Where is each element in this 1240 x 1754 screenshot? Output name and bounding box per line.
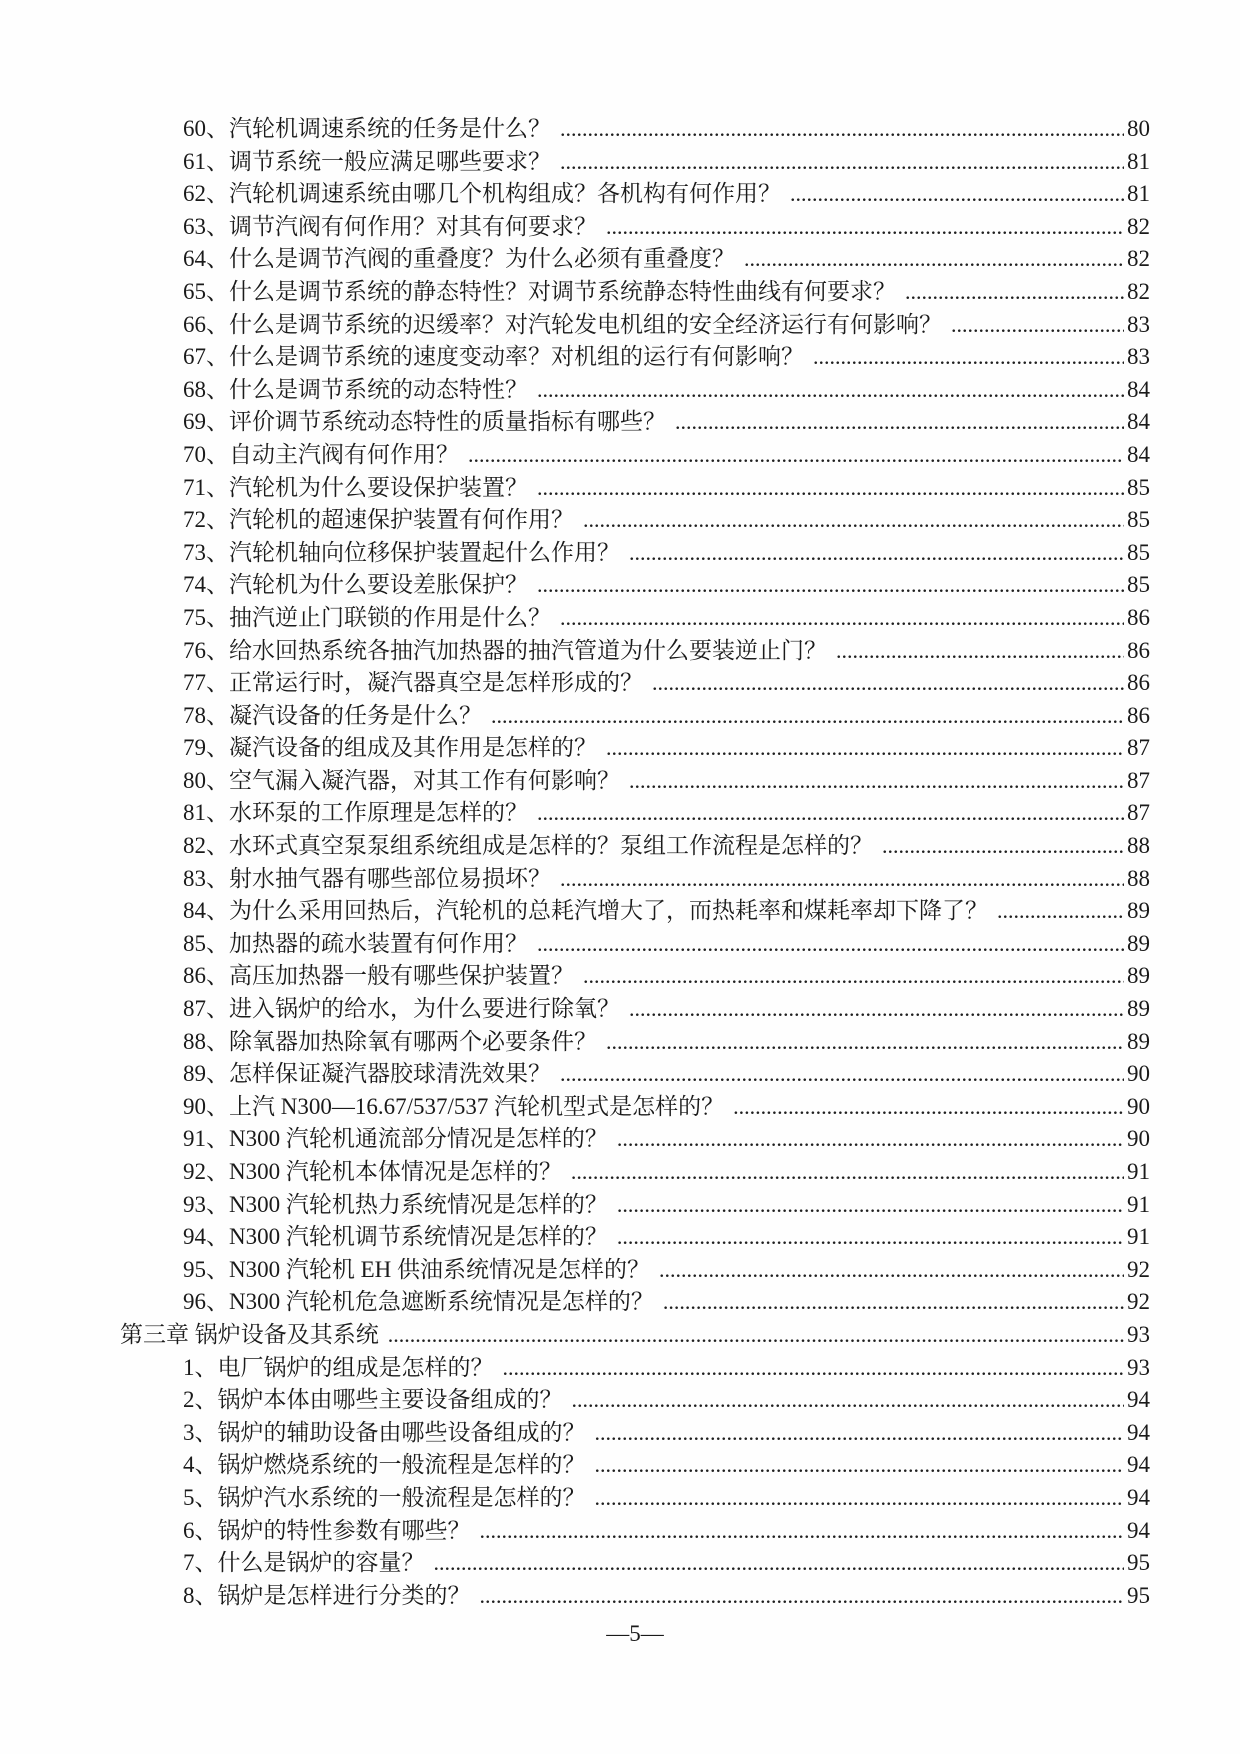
dot-leader xyxy=(503,1352,1125,1385)
toc-entry-page: 81 xyxy=(1127,181,1150,207)
toc-entry xyxy=(120,178,1150,211)
toc-entry xyxy=(120,472,1150,505)
toc-entry-page: 85 xyxy=(1127,572,1150,598)
toc-entry-label: 78、凝汽设备的任务是什么？ xyxy=(183,702,482,728)
toc-entry-label: 66、什么是调节系统的迟缓率？对汽轮发电机组的安全经济运行有何影响？ xyxy=(183,311,942,337)
dot-leader xyxy=(537,797,1124,830)
toc-entry-page: 89 xyxy=(1127,930,1150,956)
page-number-footer: —5— xyxy=(606,1621,664,1646)
dot-leader xyxy=(744,243,1124,276)
toc-entry-label: 5、锅炉汽水系统的一般流程是怎样的？ xyxy=(183,1484,586,1510)
toc-entry-page: 95 xyxy=(1127,1582,1150,1608)
dot-leader xyxy=(997,895,1124,928)
dot-leader xyxy=(652,667,1124,700)
toc-entry-page: 85 xyxy=(1127,507,1150,533)
dot-leader xyxy=(560,146,1124,179)
toc-entry-label: 82、水环式真空泵泵组系统组成是怎样的？泵组工作流程是怎样的？ xyxy=(183,833,873,859)
toc-entry-page: 82 xyxy=(1127,213,1150,239)
toc-entry-label: 4、锅炉燃烧系统的一般流程是怎样的？ xyxy=(183,1452,586,1478)
toc-entry xyxy=(120,341,1150,374)
toc-entry-label: 94、N300 汽轮机调节系统情况是怎样的？ xyxy=(183,1224,608,1250)
toc-entry-label: 2、锅炉本体由哪些主要设备组成的？ xyxy=(183,1387,563,1413)
toc-entry-page: 94 xyxy=(1127,1452,1150,1478)
toc-entry xyxy=(120,765,1150,798)
toc-entry-page: 86 xyxy=(1127,702,1150,728)
toc-entry xyxy=(120,276,1150,309)
toc-entry-label: 8、锅炉是怎样进行分类的？ xyxy=(183,1582,471,1608)
toc-entry xyxy=(120,960,1150,993)
toc-entry xyxy=(120,863,1150,896)
dot-leader xyxy=(663,1286,1124,1319)
toc-entry xyxy=(120,602,1150,635)
toc-entry xyxy=(120,1091,1150,1124)
dot-leader xyxy=(629,993,1124,1026)
toc-entry-label: 63、调节汽阀有何作用？对其有何要求？ xyxy=(183,213,597,239)
toc-entry-page: 87 xyxy=(1127,767,1150,793)
toc-entry-page: 88 xyxy=(1127,833,1150,859)
toc-entry-page: 85 xyxy=(1127,539,1150,565)
toc-entry-page: 94 xyxy=(1127,1387,1150,1413)
toc-entry xyxy=(120,635,1150,668)
dot-leader xyxy=(595,1449,1125,1482)
toc-entry xyxy=(120,1058,1150,1091)
toc-entry xyxy=(120,439,1150,472)
toc-entry-label: 88、除氧器加热除氧有哪两个必要条件？ xyxy=(183,1028,597,1054)
toc-entry xyxy=(120,1417,1150,1450)
dot-leader xyxy=(583,960,1124,993)
toc-entry-label: 80、空气漏入凝汽器，对其工作有何影响？ xyxy=(183,767,620,793)
toc-entry-page: 91 xyxy=(1127,1224,1150,1250)
toc-entry-page: 92 xyxy=(1127,1289,1150,1315)
toc-entry xyxy=(120,1580,1150,1613)
toc-entry xyxy=(120,146,1150,179)
toc-entry-page: 94 xyxy=(1127,1484,1150,1510)
toc-entry xyxy=(120,309,1150,342)
toc-entry-label: 83、射水抽气器有哪些部位易损坏？ xyxy=(183,865,551,891)
toc-entry xyxy=(120,113,1150,146)
dot-leader xyxy=(480,1515,1125,1548)
dot-leader xyxy=(951,309,1124,342)
dot-leader xyxy=(606,1026,1124,1059)
toc-entry-label: 70、自动主汽阀有何作用？ xyxy=(183,441,459,467)
toc-entry-label: 85、加热器的疏水装置有何作用？ xyxy=(183,930,528,956)
dot-leader xyxy=(537,928,1124,961)
toc-entry xyxy=(120,243,1150,276)
toc-entry xyxy=(120,1547,1150,1580)
toc-entry-page: 80 xyxy=(1127,116,1150,141)
toc-entry xyxy=(120,1221,1150,1254)
toc-entry-page: 89 xyxy=(1127,996,1150,1022)
dot-leader xyxy=(434,1547,1125,1580)
toc-entry-label: 3、锅炉的辅助设备由哪些设备组成的？ xyxy=(183,1419,586,1445)
dot-leader xyxy=(606,732,1124,765)
toc-entry-page: 84 xyxy=(1127,409,1150,435)
dot-leader xyxy=(617,1221,1124,1254)
dot-leader xyxy=(629,537,1124,570)
toc-entry-page: 89 xyxy=(1127,1028,1150,1054)
toc-entry xyxy=(120,1449,1150,1482)
dot-leader xyxy=(882,830,1124,863)
toc-entry xyxy=(120,374,1150,407)
toc-entry xyxy=(120,732,1150,765)
toc-entry xyxy=(120,1189,1150,1222)
toc-entry xyxy=(120,1286,1150,1319)
dot-leader xyxy=(595,1417,1125,1450)
toc-entry-label: 84、为什么采用回热后，汽轮机的总耗汽增大了，而热耗率和煤耗率却下降了？ xyxy=(183,898,988,924)
toc-entry-label: 93、N300 汽轮机热力系统情况是怎样的？ xyxy=(183,1191,608,1217)
toc-entry-page: 90 xyxy=(1127,1093,1150,1119)
toc-entry xyxy=(120,700,1150,733)
toc-entry-page: 90 xyxy=(1127,1061,1150,1087)
dot-leader xyxy=(583,504,1124,537)
toc-entry-page: 95 xyxy=(1127,1550,1150,1576)
toc-entry-label: 75、抽汽逆止门联锁的作用是什么？ xyxy=(183,604,551,630)
toc-entry-page: 85 xyxy=(1127,474,1150,500)
toc-entry-label: 第三章 锅炉设备及其系统 xyxy=(120,1321,379,1347)
toc-entry-label: 96、N300 汽轮机危急遮断系统情况是怎样的？ xyxy=(183,1289,654,1315)
toc-entry xyxy=(120,1254,1150,1287)
toc-entry xyxy=(120,537,1150,570)
toc-entry xyxy=(120,993,1150,1026)
toc-entry xyxy=(120,797,1150,830)
toc-entry-page: 89 xyxy=(1127,963,1150,989)
toc-entry-page: 87 xyxy=(1127,800,1150,826)
dot-leader xyxy=(560,602,1124,635)
toc-entry-label: 62、汽轮机调速系统由哪几个机构组成？各机构有何作用？ xyxy=(183,181,781,207)
toc-entry xyxy=(120,1123,1150,1156)
toc-entry-label: 7、什么是锅炉的容量？ xyxy=(183,1550,425,1576)
toc-entry-page: 82 xyxy=(1127,278,1150,304)
toc-entry xyxy=(120,406,1150,439)
toc-entry-label: 67、什么是调节系统的速度变动率？对机组的运行有何影响？ xyxy=(183,344,804,370)
dot-leader xyxy=(560,1058,1124,1091)
toc-entry xyxy=(120,1515,1150,1548)
toc-list xyxy=(120,113,1150,1612)
toc-entry-label: 60、汽轮机调速系统的任务是什么？ xyxy=(183,116,551,141)
toc-entry-page: 81 xyxy=(1127,148,1150,174)
dot-leader xyxy=(537,472,1124,505)
toc-entry-page: 86 xyxy=(1127,604,1150,630)
dot-leader xyxy=(675,406,1124,439)
dot-leader xyxy=(560,863,1124,896)
toc-entry-label: 89、怎样保证凝汽器胶球清洗效果？ xyxy=(183,1061,551,1087)
toc-entry xyxy=(120,1156,1150,1189)
toc-entry-page: 82 xyxy=(1127,246,1150,272)
toc-entry-label: 81、水环泵的工作原理是怎样的？ xyxy=(183,800,528,826)
toc-entry xyxy=(120,667,1150,700)
toc-entry-label: 71、汽轮机为什么要设保护装置？ xyxy=(183,474,528,500)
dot-leader xyxy=(468,439,1124,472)
toc-entry-page: 84 xyxy=(1127,376,1150,402)
dot-leader xyxy=(813,341,1124,374)
toc-entry-label: 6、锅炉的特性参数有哪些？ xyxy=(183,1517,471,1543)
dot-leader xyxy=(388,1319,1124,1352)
toc-entry-page: 84 xyxy=(1127,441,1150,467)
toc-entry-label: 92、N300 汽轮机本体情况是怎样的？ xyxy=(183,1159,562,1184)
toc-entry-label: 64、什么是调节汽阀的重叠度？为什么必须有重叠度？ xyxy=(183,246,735,272)
dot-leader xyxy=(572,1384,1125,1417)
toc-entry-label: 77、正常运行时，凝汽器真空是怎样形成的？ xyxy=(183,670,643,696)
toc-entry-label: 69、评价调节系统动态特性的质量指标有哪些？ xyxy=(183,409,666,435)
toc-entry-page: 89 xyxy=(1127,898,1150,924)
dot-leader xyxy=(659,1254,1124,1287)
dot-leader xyxy=(537,374,1124,407)
toc-entry xyxy=(120,830,1150,863)
toc-entry-page: 92 xyxy=(1127,1256,1150,1282)
toc-entry xyxy=(120,895,1150,928)
dot-leader xyxy=(537,569,1124,602)
toc-entry-page: 88 xyxy=(1127,865,1150,891)
toc-entry xyxy=(120,1026,1150,1059)
toc-entry xyxy=(120,1352,1150,1385)
dot-leader xyxy=(629,765,1124,798)
toc-entry xyxy=(120,1482,1150,1515)
toc-entry-label: 72、汽轮机的超速保护装置有何作用？ xyxy=(183,507,574,533)
toc-entry-label: 79、凝汽设备的组成及其作用是怎样的？ xyxy=(183,735,597,761)
dot-leader xyxy=(606,211,1124,244)
toc-entry-label: 76、给水回热系统各抽汽加热器的抽汽管道为什么要装逆止门？ xyxy=(183,637,827,663)
toc-entry xyxy=(120,569,1150,602)
toc-entry xyxy=(120,1319,1150,1352)
dot-leader xyxy=(595,1482,1125,1515)
toc-entry-label: 1、电厂锅炉的组成是怎样的？ xyxy=(183,1354,494,1380)
toc-entry xyxy=(120,211,1150,244)
dot-leader xyxy=(790,178,1124,211)
toc-entry-page: 93 xyxy=(1127,1354,1150,1380)
toc-entry-page: 94 xyxy=(1127,1517,1150,1543)
dot-leader xyxy=(836,635,1124,668)
toc-entry-label: 68、什么是调节系统的动态特性？ xyxy=(183,376,528,402)
toc-entry-label: 73、汽轮机轴向位移保护装置起什么作用？ xyxy=(183,539,620,565)
toc-entry-label: 65、什么是调节系统的静态特性？对调节系统静态特性曲线有何要求？ xyxy=(183,278,896,304)
toc-entry-page: 91 xyxy=(1127,1191,1150,1217)
dot-leader xyxy=(571,1156,1124,1189)
toc-entry xyxy=(120,928,1150,961)
toc-entry xyxy=(120,504,1150,537)
toc-entry-page: 93 xyxy=(1127,1321,1150,1347)
toc-entry-label: 90、上汽 N300—16.67/537/537 汽轮机型式是怎样的？ xyxy=(183,1093,725,1119)
dot-leader xyxy=(617,1189,1124,1222)
dot-leader xyxy=(480,1580,1125,1613)
dot-leader xyxy=(491,700,1124,733)
toc-entry-page: 91 xyxy=(1127,1159,1150,1184)
toc-entry-label: 91、N300 汽轮机通流部分情况是怎样的？ xyxy=(183,1126,608,1152)
dot-leader xyxy=(560,113,1124,146)
dot-leader xyxy=(733,1091,1124,1124)
dot-leader xyxy=(617,1123,1124,1156)
toc-entry-page: 90 xyxy=(1127,1126,1150,1152)
toc-entry-page: 94 xyxy=(1127,1419,1150,1445)
toc-entry-label: 95、N300 汽轮机 EH 供油系统情况是怎样的？ xyxy=(183,1256,651,1282)
toc-entry-label: 86、高压加热器一般有哪些保护装置？ xyxy=(183,963,574,989)
toc-entry-label: 87、进入锅炉的给水，为什么要进行除氧？ xyxy=(183,996,620,1022)
toc-entry-page: 83 xyxy=(1127,311,1150,337)
toc-entry-label: 61、调节系统一般应满足哪些要求？ xyxy=(183,148,551,174)
dot-leader xyxy=(905,276,1124,309)
toc-entry-page: 86 xyxy=(1127,670,1150,696)
toc-entry xyxy=(120,1384,1150,1417)
toc-entry-label: 74、汽轮机为什么要设差胀保护？ xyxy=(183,572,528,598)
toc-entry-page: 87 xyxy=(1127,735,1150,761)
toc-entry-page: 86 xyxy=(1127,637,1150,663)
toc-entry-page: 83 xyxy=(1127,344,1150,370)
